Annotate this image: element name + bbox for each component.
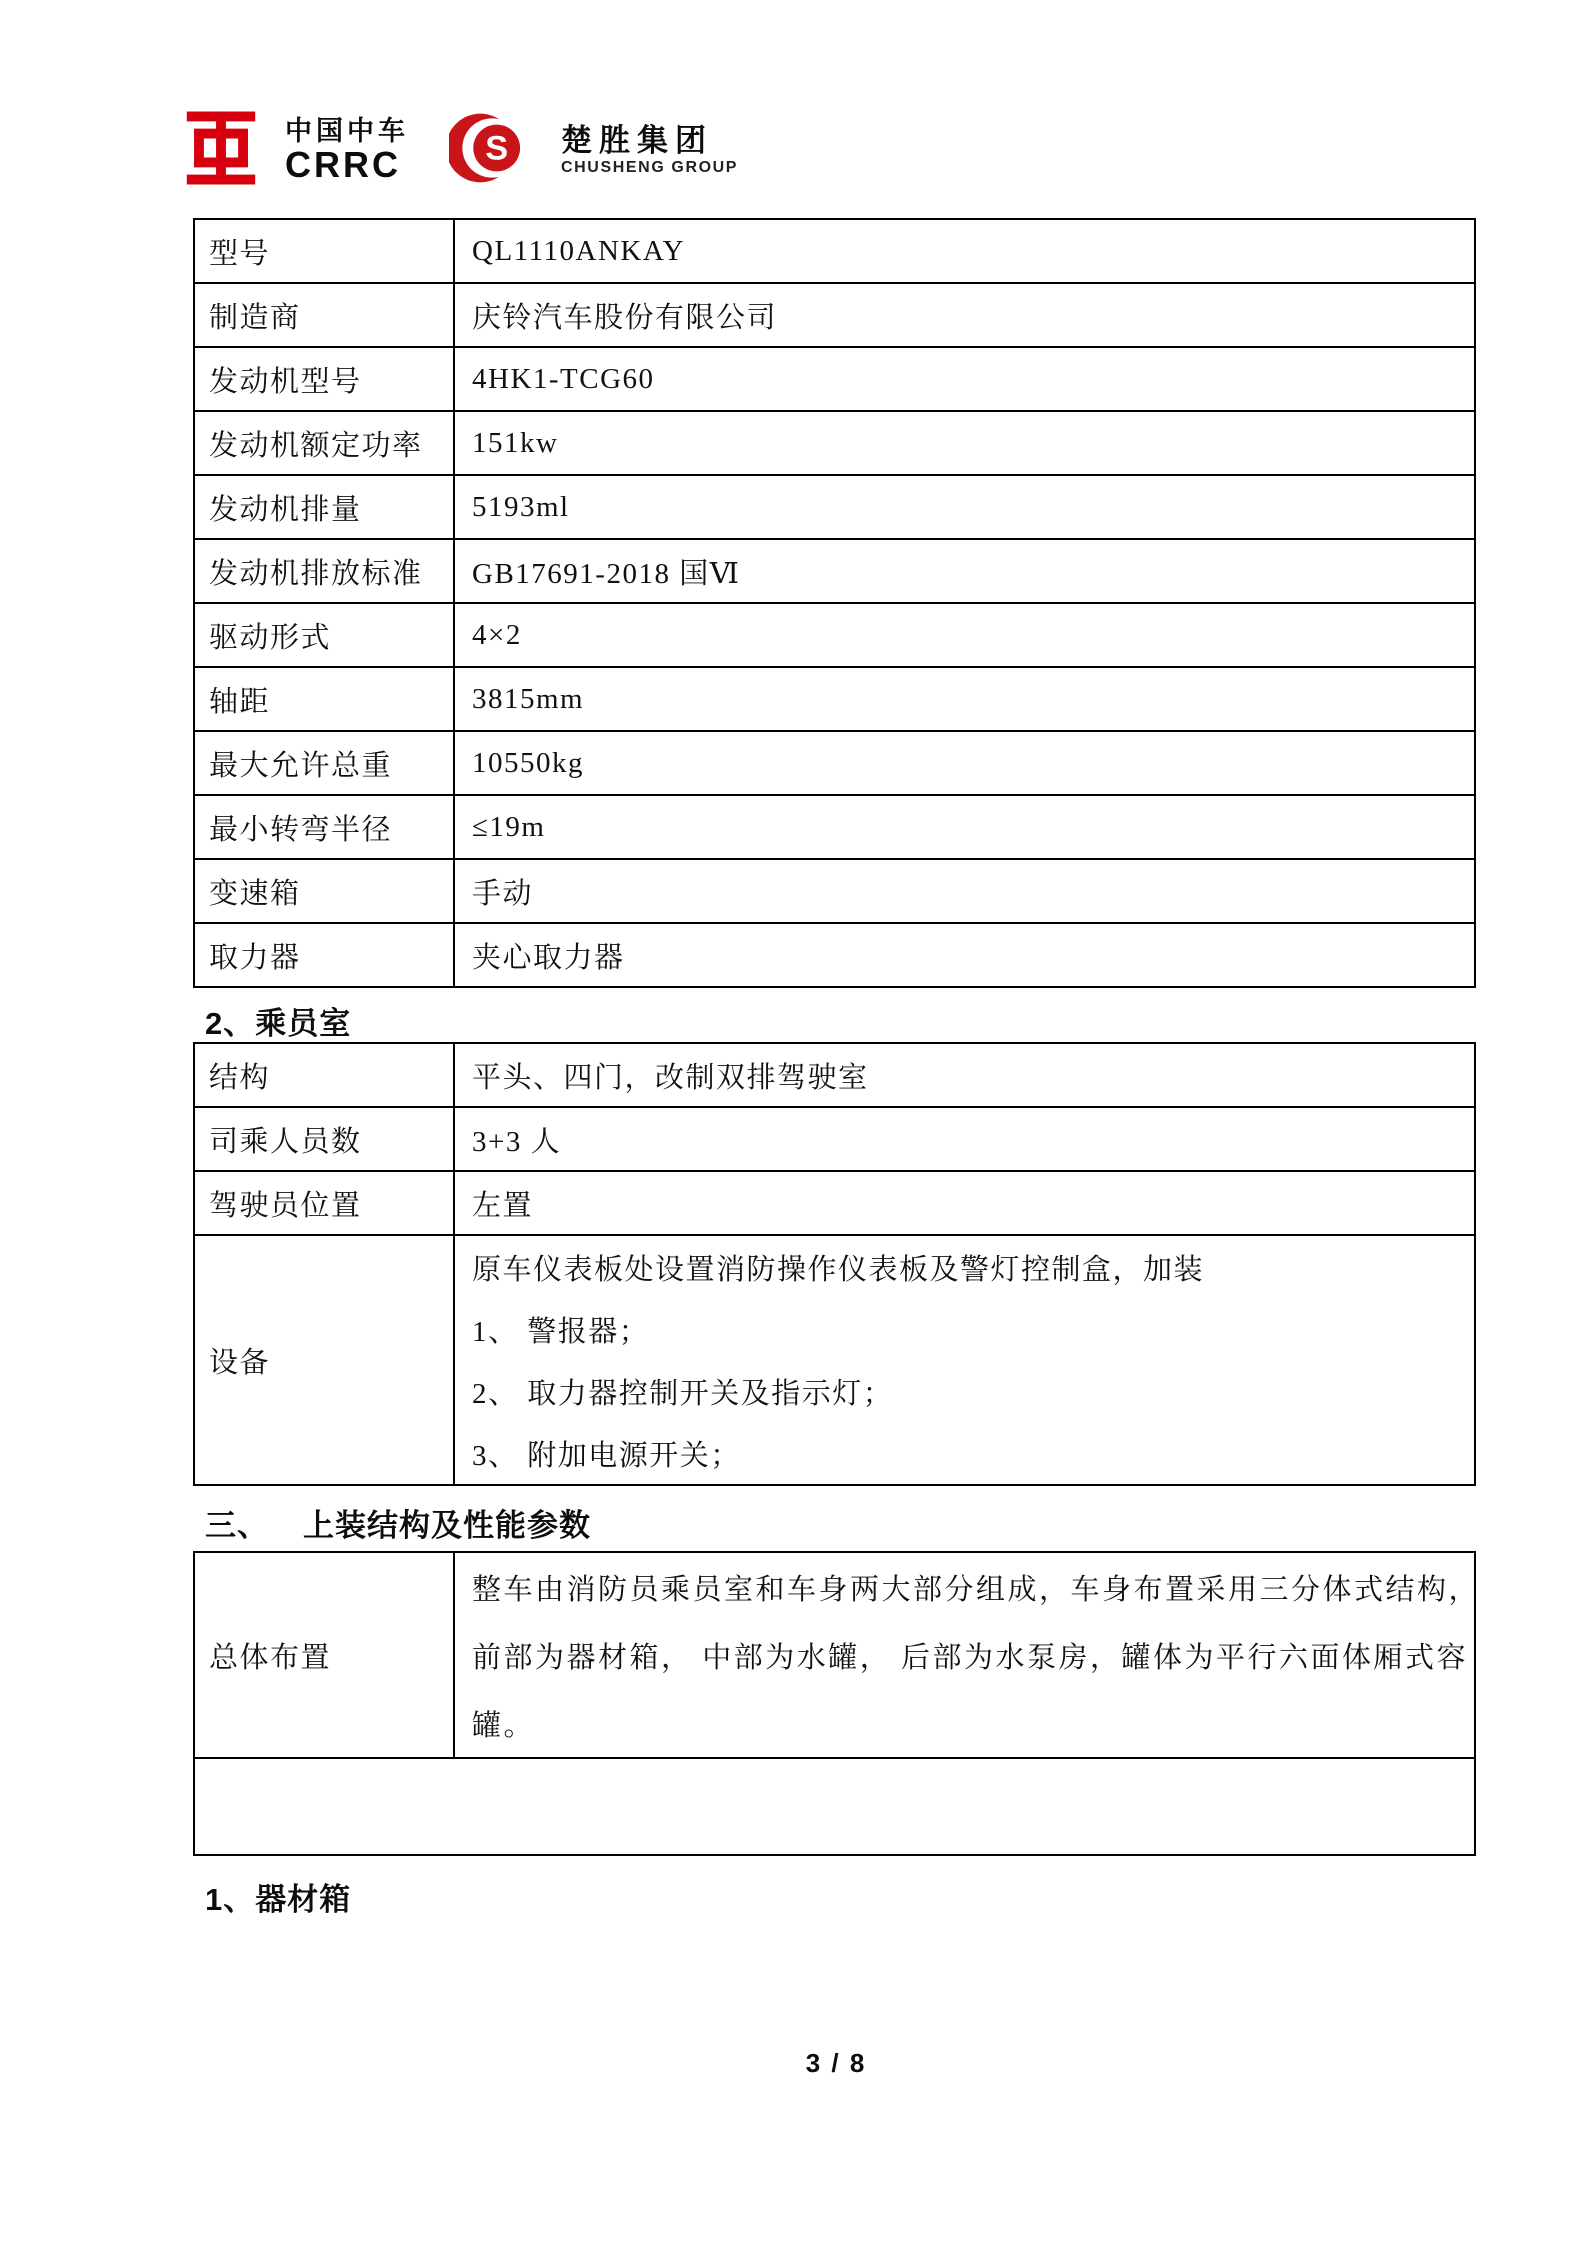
table-row bbox=[195, 220, 1474, 282]
row-value: 平头、四门，改制双排驾驶室 bbox=[472, 1061, 869, 1094]
crrc-logo-text bbox=[285, 117, 409, 183]
table-row bbox=[195, 666, 1474, 730]
page-number: 3 / 8 bbox=[805, 2048, 867, 2078]
table-row bbox=[195, 346, 1474, 410]
layout-line: 整车由消防员乘员室和车身两大部分组成，车身布置采用三分体式结构， bbox=[472, 1573, 1481, 1606]
row-value: 4HK1-TCG60 bbox=[472, 362, 655, 395]
row-label: 制造商 bbox=[195, 284, 455, 346]
chusheng-logo-text bbox=[561, 123, 738, 178]
row-label: 驾驶员位置 bbox=[195, 1172, 455, 1234]
row-label: 取力器 bbox=[195, 924, 455, 986]
logo-header bbox=[183, 110, 738, 190]
row-label: 司乘人员数 bbox=[195, 1108, 455, 1170]
chusheng-name-cn: 楚胜集团 bbox=[561, 122, 713, 158]
table-row bbox=[195, 858, 1474, 922]
row-value: 夹心取力器 bbox=[472, 941, 625, 974]
crrc-che-emblem-icon bbox=[183, 110, 259, 191]
row-value: 5193ml bbox=[472, 490, 570, 523]
row-value: 左置 bbox=[472, 1189, 534, 1222]
equipment-line: 3、 附加电源开关； bbox=[472, 1439, 741, 1472]
table-row bbox=[195, 1106, 1474, 1170]
equipment-line: 2、 取力器控制开关及指示灯； bbox=[472, 1377, 894, 1410]
row-value: ≤19m bbox=[472, 810, 546, 843]
table-row bbox=[195, 1044, 1474, 1106]
layout-line: 前部为器材箱， 中部为水罐， 后部为水泵房，罐体为平行六面体厢式容 bbox=[472, 1641, 1469, 1674]
chassis-spec-table bbox=[193, 218, 1476, 988]
table-row bbox=[195, 538, 1474, 602]
section-heading-body-structure bbox=[205, 1500, 591, 1545]
table-row bbox=[195, 474, 1474, 538]
svg-text:S: S bbox=[485, 129, 509, 168]
row-label: 发动机排量 bbox=[195, 476, 455, 538]
table-row bbox=[195, 922, 1474, 986]
row-value: 3815mm bbox=[472, 682, 585, 715]
row-label: 轴距 bbox=[195, 668, 455, 730]
row-label: 发动机额定功率 bbox=[195, 412, 455, 474]
row-value bbox=[455, 1236, 1474, 1484]
chusheng-crescent-s-icon bbox=[449, 109, 535, 192]
crew-spec-table bbox=[193, 1042, 1476, 1486]
row-label: 发动机排放标准 bbox=[195, 540, 455, 602]
table-row bbox=[195, 282, 1474, 346]
row-label: 结构 bbox=[195, 1044, 455, 1106]
layout-line: 罐。 bbox=[472, 1709, 536, 1742]
row-value: 151kw bbox=[472, 426, 559, 459]
row-value: QL1110ANKAY bbox=[472, 234, 686, 267]
row-label: 最小转弯半径 bbox=[195, 796, 455, 858]
row-label: 总体布置 bbox=[195, 1553, 455, 1757]
body-structure-table bbox=[193, 1551, 1481, 1856]
section-heading-equipment-box: 1、器材箱 bbox=[205, 1882, 352, 1917]
empty-row bbox=[195, 1757, 1474, 1854]
table-row bbox=[195, 794, 1474, 858]
table-row bbox=[195, 730, 1474, 794]
table-row-equipment bbox=[195, 1234, 1474, 1484]
equipment-line: 原车仪表板处设置消防操作仪表板及警灯控制盒，加装 bbox=[472, 1253, 1205, 1286]
row-label: 型号 bbox=[195, 220, 455, 282]
row-value: 10550kg bbox=[472, 746, 584, 779]
row-label: 变速箱 bbox=[195, 860, 455, 922]
row-value bbox=[455, 1553, 1480, 1757]
chusheng-name-en: CHUSHENG GROUP bbox=[561, 159, 739, 177]
table-row bbox=[195, 1170, 1474, 1234]
row-label: 驱动形式 bbox=[195, 604, 455, 666]
crrc-name-en: CRRC bbox=[285, 143, 401, 185]
equipment-line: 1、 警报器； bbox=[472, 1315, 650, 1348]
table-row-layout bbox=[195, 1553, 1481, 1757]
crrc-name-cn: 中国中车 bbox=[285, 116, 409, 147]
section-number: 三、 bbox=[205, 1508, 269, 1543]
row-value: 手动 bbox=[472, 877, 534, 910]
row-value: 4×2 bbox=[472, 618, 522, 651]
row-value: GB17691-2018 国Ⅵ bbox=[472, 557, 741, 590]
table-row bbox=[195, 410, 1474, 474]
section-heading-crew: 2、乘员室 bbox=[205, 1006, 352, 1041]
row-value: 3+3 人 bbox=[472, 1125, 562, 1158]
row-value: 庆铃汽车股份有限公司 bbox=[472, 301, 778, 334]
table-row bbox=[195, 602, 1474, 666]
row-label: 最大允许总重 bbox=[195, 732, 455, 794]
row-label: 设备 bbox=[195, 1236, 455, 1484]
row-label: 发动机型号 bbox=[195, 348, 455, 410]
section-title: 上装结构及性能参数 bbox=[303, 1508, 591, 1543]
